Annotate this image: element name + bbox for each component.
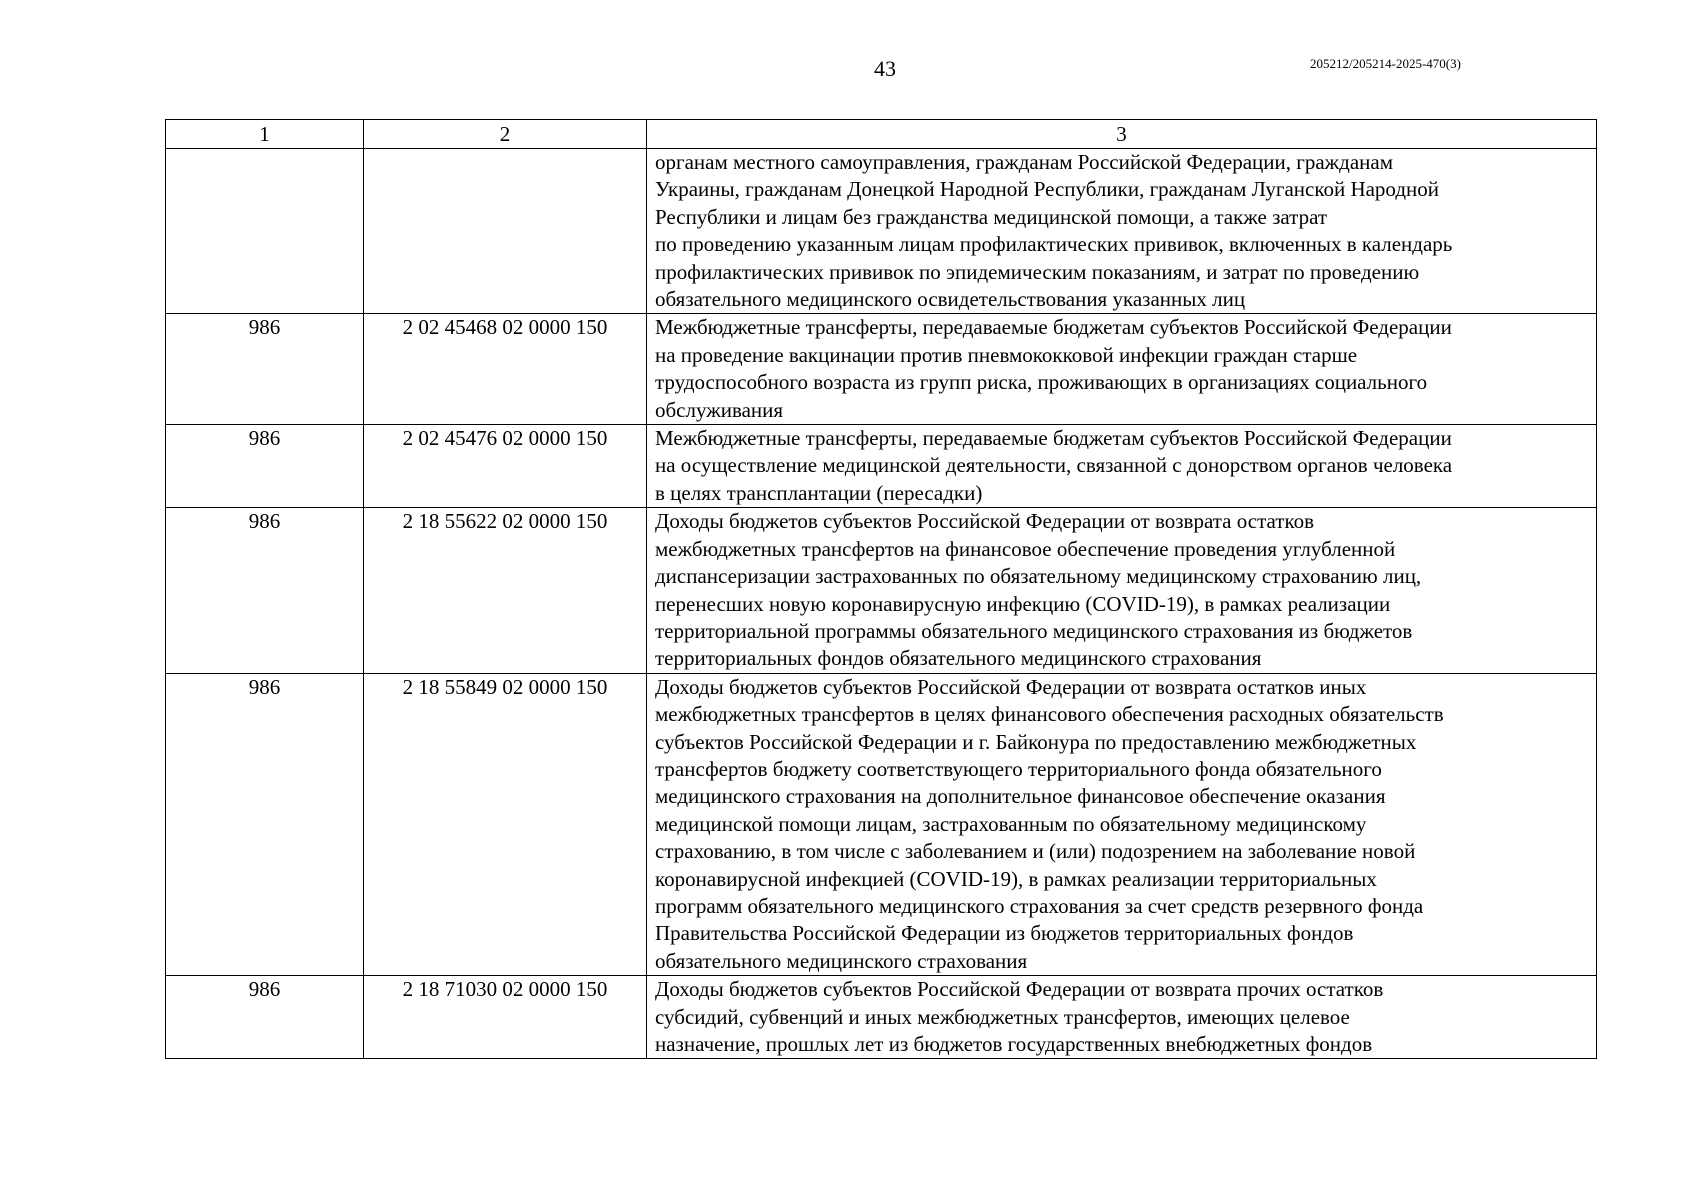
kbk-code-cell: 2 02 45476 02 0000 150 (364, 425, 647, 508)
admin-code-cell: 986 (166, 976, 364, 1059)
description-cell: Доходы бюджетов субъектов Российской Федерации от возврата остатков иных межбюджетных трансфертов в целях финансового обеспечения расходных обязательств субъектов Российской Федерации и г. Байконура по предоставлению межбюджетных трансфертов бюджету соответствующего территориального фонда обязательного медицинского страхования на дополнительное финансовое обеспечение оказания медицинской помощи лицам, застрахованным по обязательному медицинскому страхованию, в том числе с заболеванием и (или) подозрением на заболевание новой коронавирусной инфекцией (COVID-19), в рамках реализации территориальных программ обязательного медицинского страхования за счет средств резервного фонда Правительства Российской Федерации из бюджетов территориальных фондов обязательного медицинского страхования (647, 673, 1597, 975)
budget-codes-table (165, 119, 1597, 1059)
table-row (166, 976, 1597, 1059)
table-row (166, 673, 1597, 975)
column-header-3: 3 (647, 120, 1597, 149)
column-header-2: 2 (364, 120, 647, 149)
table-row (166, 425, 1597, 508)
table-row (166, 508, 1597, 673)
description-cell: Межбюджетные трансферты, передаваемые бюджетам субъектов Российской Федерации на проведение вакцинации против пневмококковой инфекции граждан старше трудоспособного возраста из групп риска, проживающих в организациях социального обслуживания (647, 314, 1597, 425)
kbk-code-cell: 2 18 71030 02 0000 150 (364, 976, 647, 1059)
table-row (166, 314, 1597, 425)
page-number: 43 (874, 56, 896, 81)
admin-code-cell: 986 (166, 673, 364, 975)
admin-code-cell (166, 149, 364, 314)
document-reference: 205212/205214-2025-470(3) (1310, 56, 1461, 71)
description-cell: органам местного самоуправления, гражданам Российской Федерации, гражданам Украины, гражданам Донецкой Народной Республики, гражданам Луганской Народной Республики и лицам без гражданства медицинской помощи, а также затрат по проведению указанным лицам профилактических прививок, включенных в календарь профилактических прививок по эпидемическим показаниям, и затрат по проведению обязательного медицинского освидетельствования указанных лиц (647, 149, 1597, 314)
description-cell: Доходы бюджетов субъектов Российской Федерации от возврата прочих остатков субсидий, субвенций и иных межбюджетных трансфертов, имеющих целевое назначение, прошлых лет из бюджетов государственных внебюджетных фондов (647, 976, 1597, 1059)
description-cell: Межбюджетные трансферты, передаваемые бюджетам субъектов Российской Федерации на осуществление медицинской деятельности, связанной с донорством органов человека в целях трансплантации (пересадки) (647, 425, 1597, 508)
admin-code-cell: 986 (166, 425, 364, 508)
column-header-1: 1 (166, 120, 364, 149)
kbk-code-cell: 2 18 55849 02 0000 150 (364, 673, 647, 975)
table-row (166, 149, 1597, 314)
admin-code-cell: 986 (166, 314, 364, 425)
table-header-row (166, 120, 1597, 149)
kbk-code-cell: 2 02 45468 02 0000 150 (364, 314, 647, 425)
admin-code-cell: 986 (166, 508, 364, 673)
kbk-code-cell (364, 149, 647, 314)
kbk-code-cell: 2 18 55622 02 0000 150 (364, 508, 647, 673)
description-cell: Доходы бюджетов субъектов Российской Федерации от возврата остатков межбюджетных трансфертов на финансовое обеспечение проведения углубленной диспансеризации застрахованных по обязательному медицинскому страхованию лиц, перенесших новую коронавирусную инфекцию (COVID-19), в рамках реализации территориальной программы обязательного медицинского страхования из бюджетов территориальных фондов обязательного медицинского страхования (647, 508, 1597, 673)
